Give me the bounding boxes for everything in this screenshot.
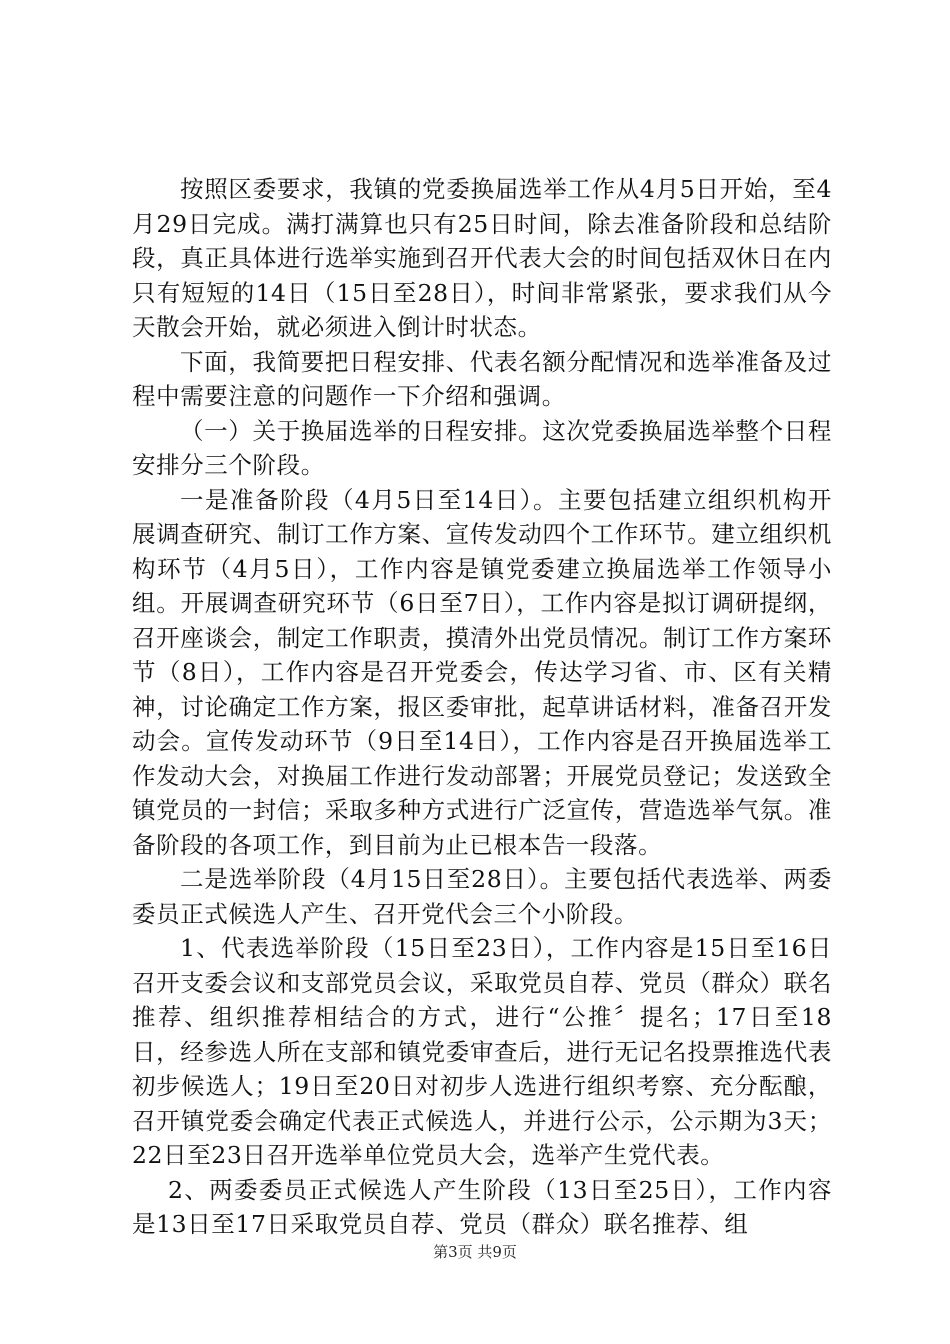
paragraph-section-1-heading: （一）关于换届选举的日程安排。这次党委换届选举整个日程安排分三个阶段。 xyxy=(132,416,832,479)
paragraph-preparation-stage: 一是准备阶段（4月5日至14日）。主要包括建立组织机构开展调查研究、制订工作方案、宣传发动四个工作环节。建立组织机构环节（4月5日），工作内容是镇党委建立换届选举工作领导小组。开展调查研究环节（6日至7日），工作内容是拟订调研提纲，召开座谈会，制定工作职责，摸清外出党员情况。制订工作方案环节（8日），工作内容是召开党委会，传达学习省、市、区有关精神，讨论确定工作方案，报区委审批，起草讲话材料，准备召开发动会。宣传发动环节（9日至14日），工作内容是召开换届选举工作发动大会，对换届工作进行发动部署；开展党员登记；发送致全镇党员的一封信；采取多种方式进行广泛宣传，营造选举气氛。准备阶段的各项工作，到目前为止已根本告一段落。 xyxy=(132,485,832,859)
paragraph-intro: 按照区委要求，我镇的党委换届选举工作从4月5日开始，至4月29日完成。满打满算也只有25日时间，除去准备阶段和总结阶段，真正具体进行选举实施到召开代表大会的时间包括双休日在内只有短短的14日（15日至28日），时间非常紧张，要求我们从今天散会开始，就必须进入倒计时状态。 xyxy=(132,175,832,341)
paragraph-overview: 下面，我简要把日程安排、代表名额分配情况和选举准备及过程中需要注意的问题作一下介绍和强调。 xyxy=(132,347,832,410)
paragraph-representative-election: 1、代表选举阶段（15日至23日），工作内容是15日至16日召开支委会议和支部党员会议，采取党员自荐、党员（群众）联名推荐、组织推荐相结合的方式，进行“公推〞提名；17日至18日，经参选人所在支部和镇党委审查后，进行无记名投票推选代表初步候选人；19日至20日对初步人选进行组织考察、充分酝酿，召开镇党委会确定代表正式候选人，并进行公示，公示期为3天；22日至23日召开选举单位党员大会，选举产生党代表。 xyxy=(132,934,832,1169)
document-body xyxy=(132,172,832,1242)
paragraph-candidate-selection: 2、两委委员正式候选人产生阶段（13日至25日），工作内容是13日至17日采取党员自荐、党员（群众）联名推荐、组 xyxy=(132,1175,832,1238)
paragraph-election-stage: 二是选举阶段（4月15日至28日）。主要包括代表选举、两委委员正式候选人产生、召开党代会三个小阶段。 xyxy=(132,865,832,928)
page-footer: 第3页 共9页 xyxy=(433,1243,517,1261)
